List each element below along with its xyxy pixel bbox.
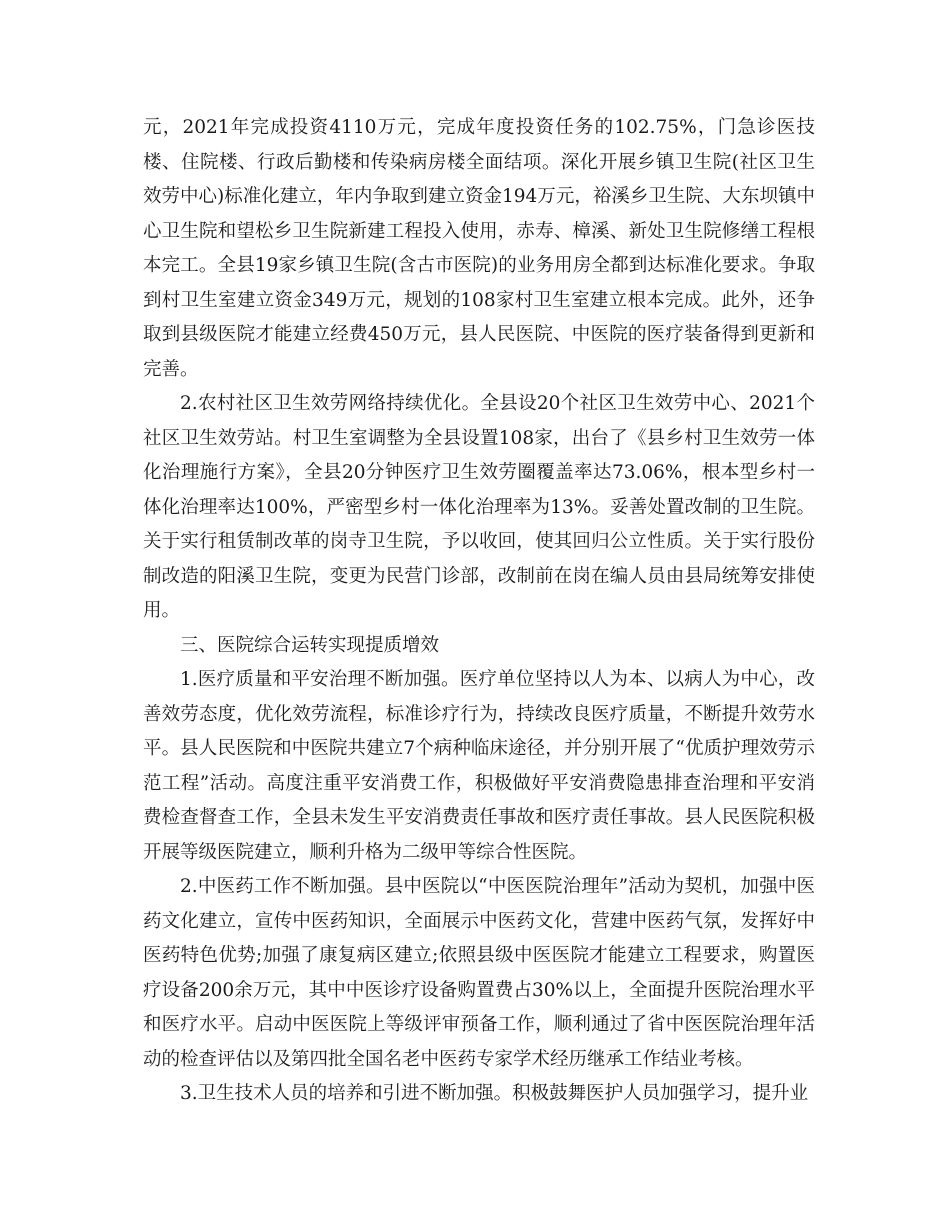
section-heading: 三、医院综合运转实现提质增效 <box>180 634 440 656</box>
document-body <box>143 111 815 1112</box>
paragraph-medical-quality: 1.医疗质量和平安治理不断加强。医疗单位坚持以人为本、以病人为中心，改善效劳态度，优化效劳流程，标准诊疗行为，持续改良医疗质量，不断提升效劳水平。县人民医院和中医院共建立7个病种临床途径，并分别开展了“优质护理效劳示范工程”活动。高度注重平安消费工作，积极做好平安消费隐患排查治理和平安消费检查督查工作，全县未发生平安消费责任事故和医疗责任事故。县人民医院积极开展等级医院建立，顺利升格为二级甲等综合性医院。 <box>143 669 815 863</box>
paragraph-continuation: 元，2021年完成投资4110万元，完成年度投资任务的102.75%，门急诊医技楼、住院楼、行政后勤楼和传染病房楼全面结项。深化开展乡镇卫生院(社区卫生效劳中心)标准化建立，年内争取到建立资金194万元，裕溪乡卫生院、大东坝镇中心卫生院和望松乡卫生院新建工程投入使用，赤寿、樟溪、新处卫生院修缮工程根本完工。全县19家乡镇卫生院(含古市医院)的业务用房全都到达标准化要求。争取到村卫生室建立资金349万元，规划的108家村卫生室建立根本完成。此外，还争取到县级医院才能建立经费450万元，县人民医院、中医院的医疗装备得到更新和完善。 <box>143 117 815 380</box>
paragraph-tcm-work: 2.中医药工作不断加强。县中医院以“中医医院治理年”活动为契机，加强中医药文化建立，宣传中医药知识，全面展示中医药文化，营建中医药气氛，发挥好中医药特色优势;加强了康复病区建立;依照县级中医医院才能建立工程要求，购置医疗设备200余万元，其中中医诊疗设备购置费占30%以上，全面提升医院治理水平和医疗水平。启动中医医院上等级评审预备工作，顺利通过了省中医医院治理年活动的检查评估以及第四批全国名老中医药专家学术经历继承工作结业考核。 <box>143 876 815 1070</box>
paragraph-staff-training: 3.卫生技术人员的培养和引进不断加强。积极鼓舞医护人员加强学习，提升业 <box>180 1083 809 1104</box>
paragraph-rural-community-network: 2.农村社区卫生效劳网络持续优化。全县设20个社区卫生效劳中心、2021个社区卫生效劳站。村卫生室调整为全县设置108家，出台了《县乡村卫生效劳一体化治理施行方案》，全县20分钟医疗卫生效劳圈覆盖率达73.06%，根本型乡村一体化治理率达100%，严密型乡村一体化治理率为13%。妥善处置改制的卫生院。关于实行租赁制改革的岗寺卫生院，予以收回，使其回归公立性质。关于实行股份制改造的阳溪卫生院，变更为民营门诊部，改制前在岗在编人员由县局统筹安排使用。 <box>143 393 815 621</box>
